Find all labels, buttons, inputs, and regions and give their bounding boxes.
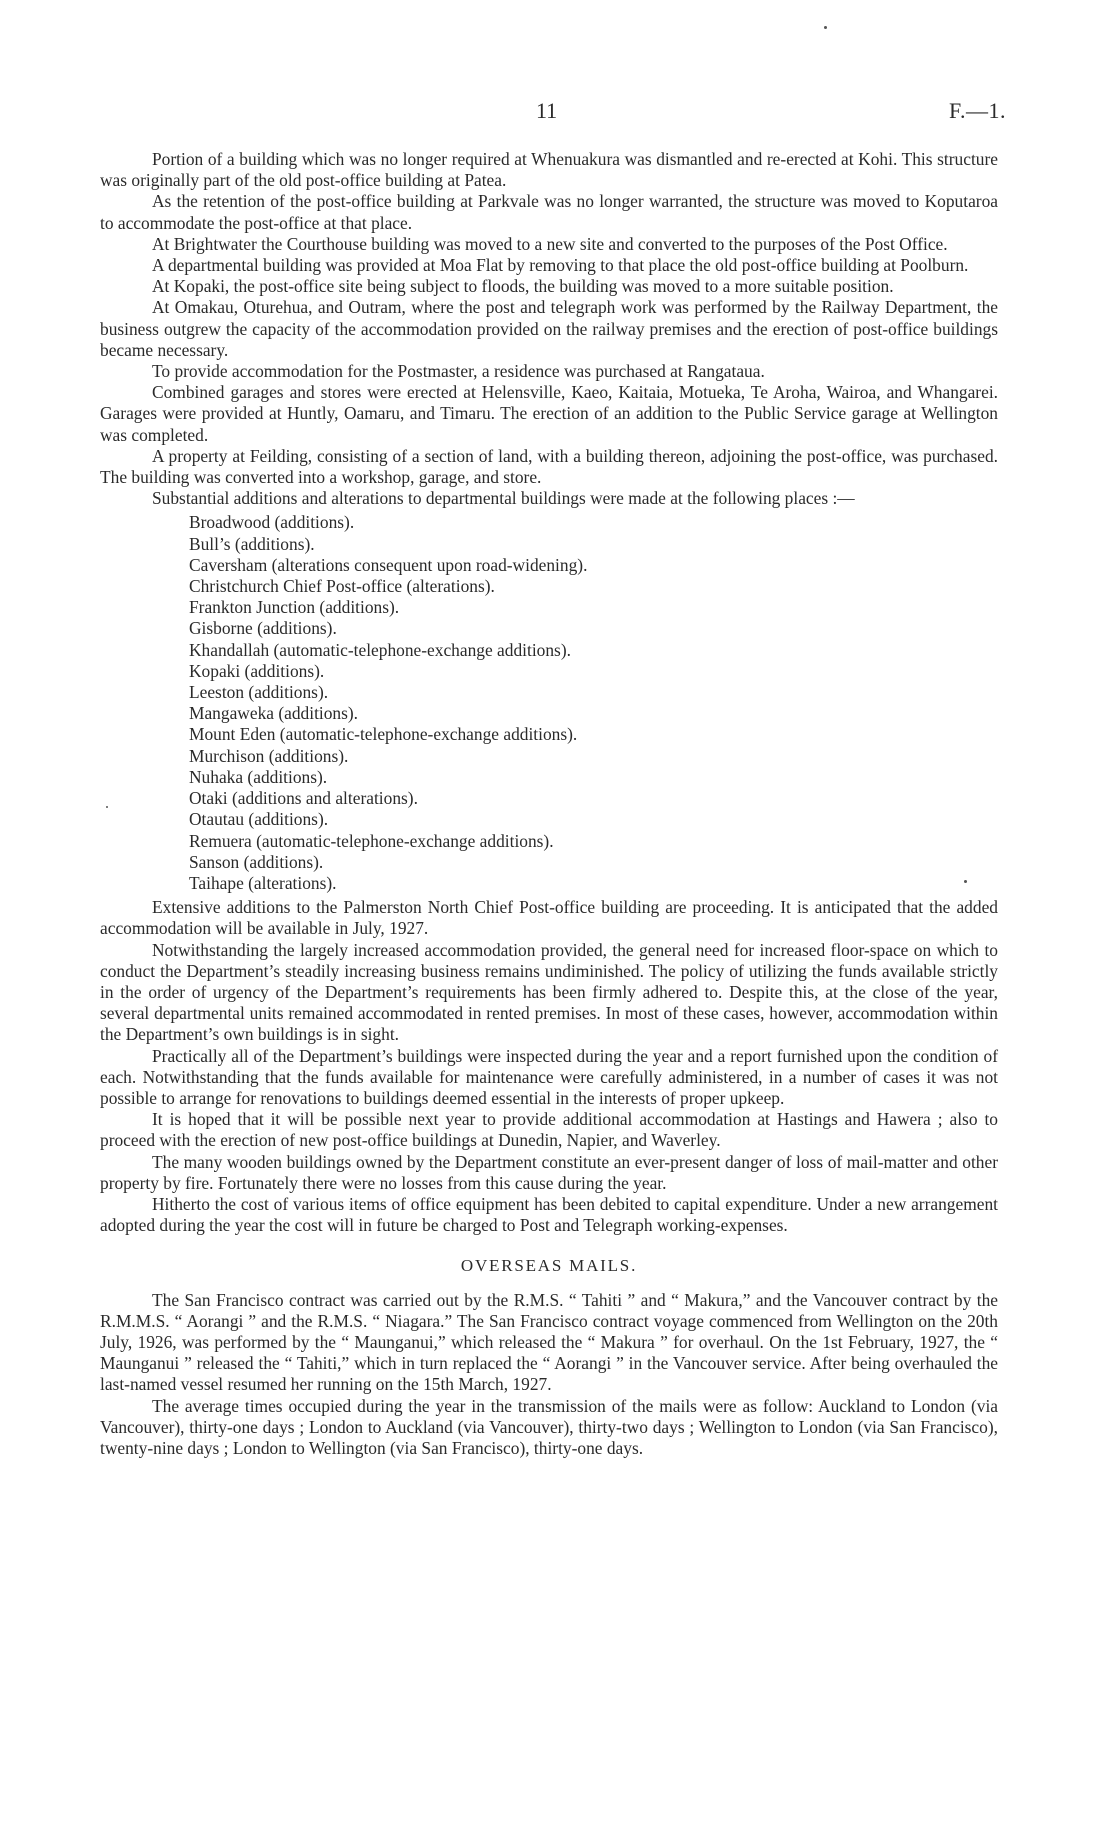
paragraph: A departmental building was provided at Moa Flat by removing to that place the old post-office building at Poolburn. [152, 255, 969, 276]
paragraph: The San Francisco contract was carried out by the R.M.S. “ Tahiti ” and “ Makura,” and the Vancouver contract by the R.M.M.S. “ Aorangi ” and the R.M.S. “ Niagara.” The San Francisco contract voyage commenced from Wellington on the 20th July, 1926, was performed by the “ Maunganui,” which released the “ Makura ” for overhaul. On the 1st February, 1927, the “ Maunganui ” released the “ Tahiti,” which in turn replaced the “ Aorangi ” in the Vancouver service. After being overhauled the last-named vessel resumed her running on the 15th March, 1927. [100, 1289, 998, 1395]
scan-speck [824, 26, 827, 29]
body-text [100, 149, 998, 1459]
paragraph: Combined garages and stores were erected at Helensville, Kaeo, Kaitaia, Motueka, Te Aroha, Wairoa, and Whangarei. Garages were provided at Huntly, Oamaru, and Timaru. The erection of an addition to the Public Service garage at Wellington was completed. [100, 382, 998, 445]
paragraph: As the retention of the post-office building at Parkvale was no longer warranted, the structure was moved to Koputaroa to accommodate the post-office at that place. [100, 191, 998, 233]
page-number: 11 [536, 98, 558, 123]
list-item: Christchurch Chief Post-office (alterations). [189, 576, 495, 597]
list-item: Murchison (additions). [189, 745, 349, 766]
list-item: Nuhaka (additions). [189, 766, 328, 787]
paragraph: The average times occupied during the year in the transmission of the mails were as follow: Auckland to London (via Vancouver), thirty-one days ; London to Auckland (via Vancouver), thirty-two days ; Wellington to London (via San Francisco), twenty-nine days ; London to Wellington (via San Francisco), thirty-one days. [100, 1395, 998, 1458]
list-item: Taihape (alterations). [189, 872, 337, 893]
paragraph: Notwithstanding the largely increased accommodation provided, the general need for increased floor-space on which to conduct the Department’s steadily increasing business remains undiminished. The policy of utilizing the funds available strictly in the order of urgency of the Department’s requirements has been firmly adhered to. Despite this, at the close of the year, several departmental units remained accommodated in rented premises. In most of these cases, however, accommodation within the Department’s own buildings is in sight. [100, 939, 998, 1045]
list-item: Frankton Junction (additions). [189, 597, 400, 618]
section-heading: OVERSEAS MAILS. [460, 1256, 638, 1276]
list-item: Gisborne (additions). [189, 618, 337, 639]
paragraph: At Brightwater the Courthouse building was moved to a new site and converted to the purposes of the Post Office. [152, 233, 948, 254]
paragraph: Portion of a building which was no longer required at Whenuakura was dismantled and re-erected at Kohi. This structure was originally part of the old post-office building at Patea. [100, 149, 998, 191]
list-item: Remuera (automatic-telephone-exchange additions). [189, 830, 554, 851]
list-item: Sanson (additions). [189, 851, 324, 872]
list-item: Khandallah (automatic-telephone-exchange additions). [189, 639, 571, 660]
list-item: Bull’s (additions). [189, 533, 315, 554]
list-item: Mangaweka (additions). [189, 703, 359, 724]
document-reference: F.—1. [949, 98, 1006, 123]
paragraph: Hitherto the cost of various items of office equipment has been debited to capital expenditure. Under a new arrangement adopted during the year the cost will in future be charged to Post and Telegraph working-expenses. [100, 1193, 998, 1236]
paragraph: To provide accommodation for the Postmaster, a residence was purchased at Rangataua. [152, 361, 765, 382]
list-item: Otautau (additions). [189, 809, 329, 830]
list-item: Kopaki (additions). [189, 660, 325, 681]
places-list [100, 512, 998, 894]
list-item: Leeston (additions). [189, 682, 329, 703]
list-item: Mount Eden (automatic-telephone-exchange additions). [189, 724, 578, 745]
list-item: Otaki (additions and alterations). [189, 788, 418, 809]
page-header [0, 98, 1114, 128]
paragraph: Practically all of the Department’s buildings were inspected during the year and a report furnished upon the condition of each. Notwithstanding that the funds available for maintenance were carefully administered, in a number of cases it was not possible to arrange for renovations to buildings deemed essential in the interests of proper upkeep. [100, 1045, 998, 1108]
paragraph: The many wooden buildings owned by the Department constitute an ever-present danger of loss of mail-matter and other property by fire. Fortunately there were no losses from this cause during the year. [100, 1151, 998, 1193]
paragraph: Extensive additions to the Palmerston North Chief Post-office building are proceeding. It is anticipated that the added accommodation will be available in July, 1927. [100, 897, 998, 939]
paragraph: At Kopaki, the post-office site being subject to floods, the building was moved to a more suitable position. [152, 276, 894, 297]
list-item: Broadwood (additions). [189, 512, 355, 533]
paragraph: At Omakau, Oturehua, and Outram, where the post and telegraph work was performed by the Railway Department, the business outgrew the capacity of the accommodation provided on the railway premises and the erection of post-office buildings became necessary. [100, 297, 998, 360]
paragraph: A property at Feilding, consisting of a section of land, with a building thereon, adjoining the post-office, was purchased. The building was converted into a workshop, garage, and store. [100, 445, 998, 488]
list-item: Caversham (alterations consequent upon road-widening). [189, 554, 588, 575]
paragraph: It is hoped that it will be possible next year to provide additional accommodation at Hastings and Hawera ; also to proceed with the erection of new post-office buildings at Dunedin, Napier, and Waverley. [100, 1109, 998, 1151]
paragraph: Substantial additions and alterations to departmental buildings were made at the following places :— [152, 488, 855, 509]
